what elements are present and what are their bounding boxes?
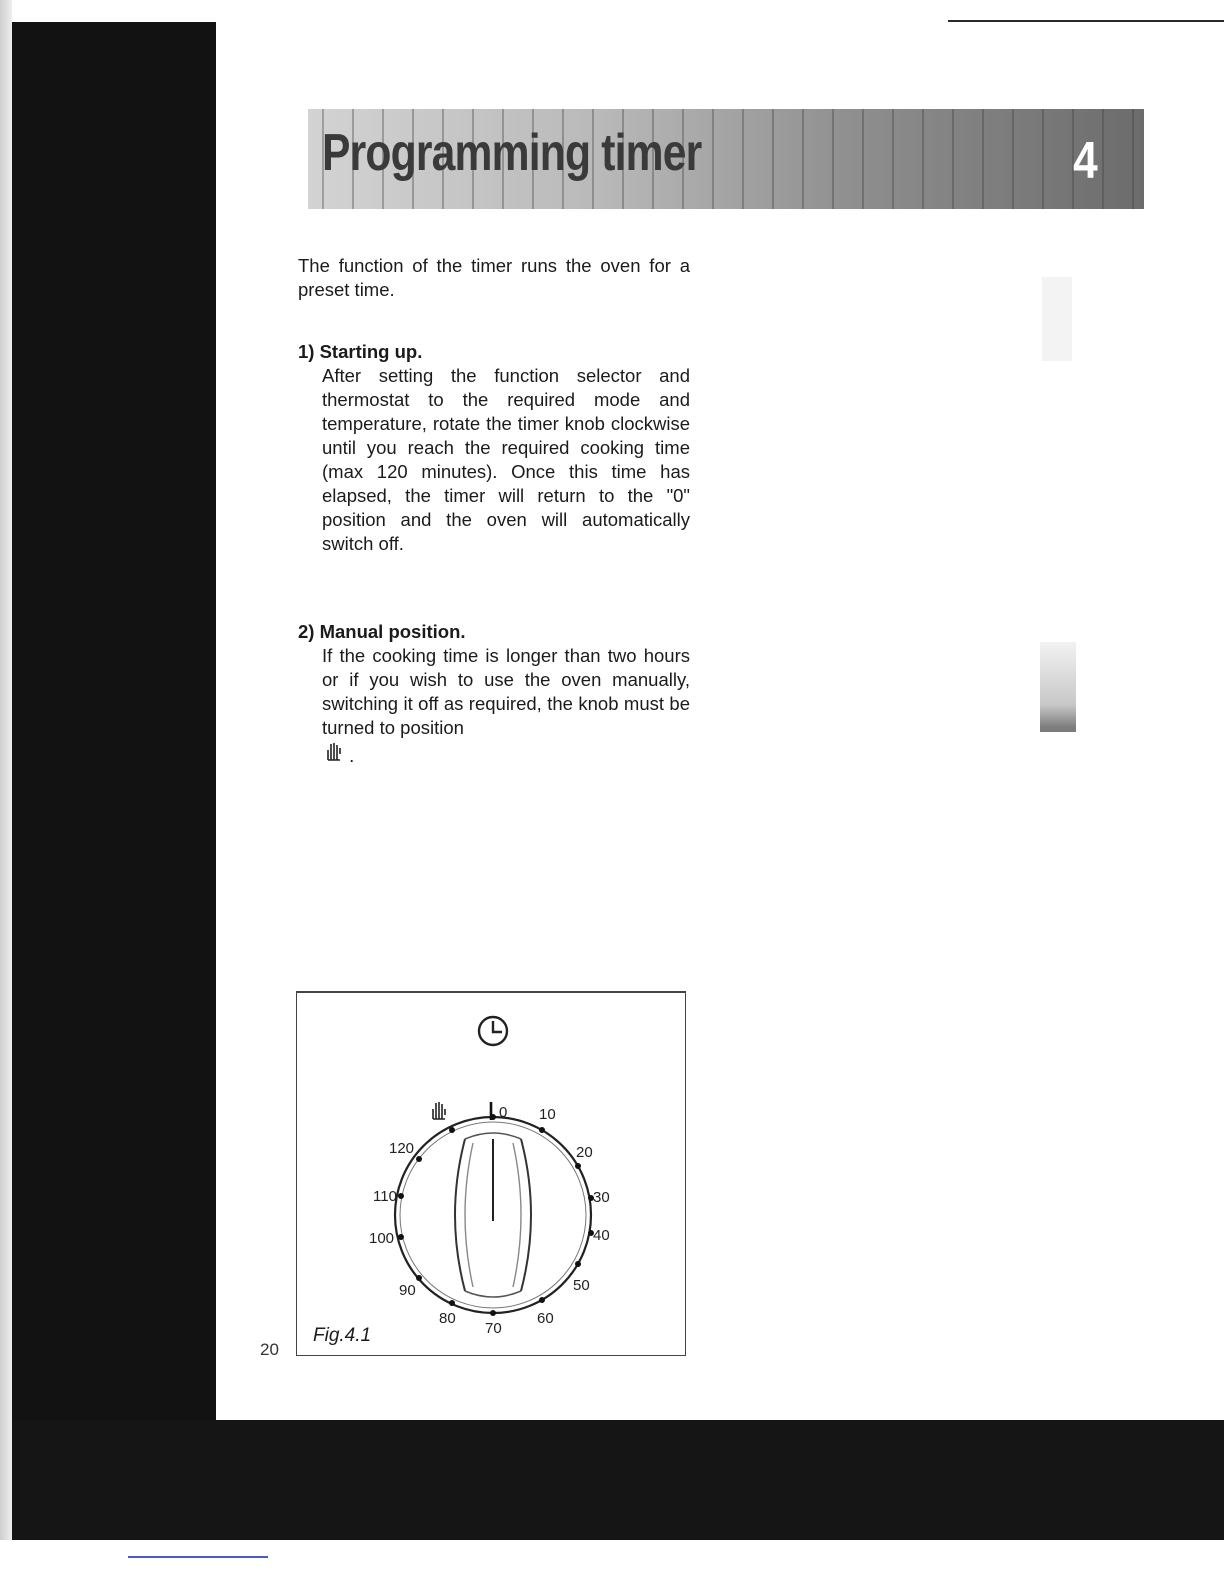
dial-label-80: 80 [439, 1310, 456, 1327]
timer-figure [296, 991, 686, 1356]
chapter-number: 4 [1073, 132, 1098, 190]
scan-artifact [1040, 642, 1076, 732]
section-body [298, 644, 690, 768]
dial-label-100: 100 [369, 1230, 395, 1247]
scan-edge-left [0, 0, 12, 1584]
page-title: Programming timer [322, 124, 702, 182]
dial-label-60: 60 [537, 1310, 554, 1327]
manual-page [216, 22, 1224, 1420]
chapter-header [308, 109, 1144, 209]
dial-label-50: 50 [573, 1277, 590, 1294]
dial-label-70: 70 [485, 1320, 502, 1337]
knob-grip [455, 1133, 531, 1297]
dial-label-110: 110 [373, 1188, 397, 1205]
section-heading: 1) Starting up. [298, 341, 423, 362]
manual-hand-icon [324, 740, 344, 768]
dial-tick-dots [398, 1114, 594, 1316]
scan-artifact [1042, 277, 1072, 361]
section-starting-up [298, 340, 690, 556]
dial-label-30: 30 [593, 1189, 610, 1206]
manual-hand-icon [433, 1102, 445, 1119]
clock-icon [479, 1017, 507, 1045]
figure-caption: Fig.4.1 [313, 1325, 372, 1346]
dial-label-90: 90 [399, 1282, 416, 1299]
dial-label-0: 0 [499, 1104, 508, 1121]
section-manual-position [298, 620, 690, 768]
dial-label-120: 120 [389, 1140, 415, 1157]
section-body: After setting the function selector and thermostat to the required mode and temperature, rotate the timer knob clockwise until you reach the required cooking time (max 120 minutes). Once this time has elapsed, the timer will return to the "0" position and the oven will automatically switch off. [322, 365, 690, 554]
scan-bottom-line [128, 1556, 268, 1558]
dial-label-10: 10 [539, 1106, 556, 1123]
scan-border-bottom [12, 1420, 1224, 1540]
intro-paragraph: The function of the timer runs the oven for a preset time. [298, 255, 690, 300]
dial-label-20: 20 [576, 1144, 593, 1161]
section-body-text: If the cooking time is longer than two hours or if you wish to use the oven manually, switching it off as required, the knob must be turned to position [322, 645, 690, 738]
dial-label-40: 40 [593, 1227, 610, 1244]
scan-margin-bottom [0, 1540, 1224, 1584]
scan-border-top [12, 0, 228, 22]
symbol-suffix: . [349, 745, 355, 766]
section-heading: 2) Manual position. [298, 621, 466, 642]
timer-dial-diagram [297, 993, 685, 1355]
page-number: 20 [260, 1340, 279, 1359]
scan-border-left [12, 20, 216, 1540]
